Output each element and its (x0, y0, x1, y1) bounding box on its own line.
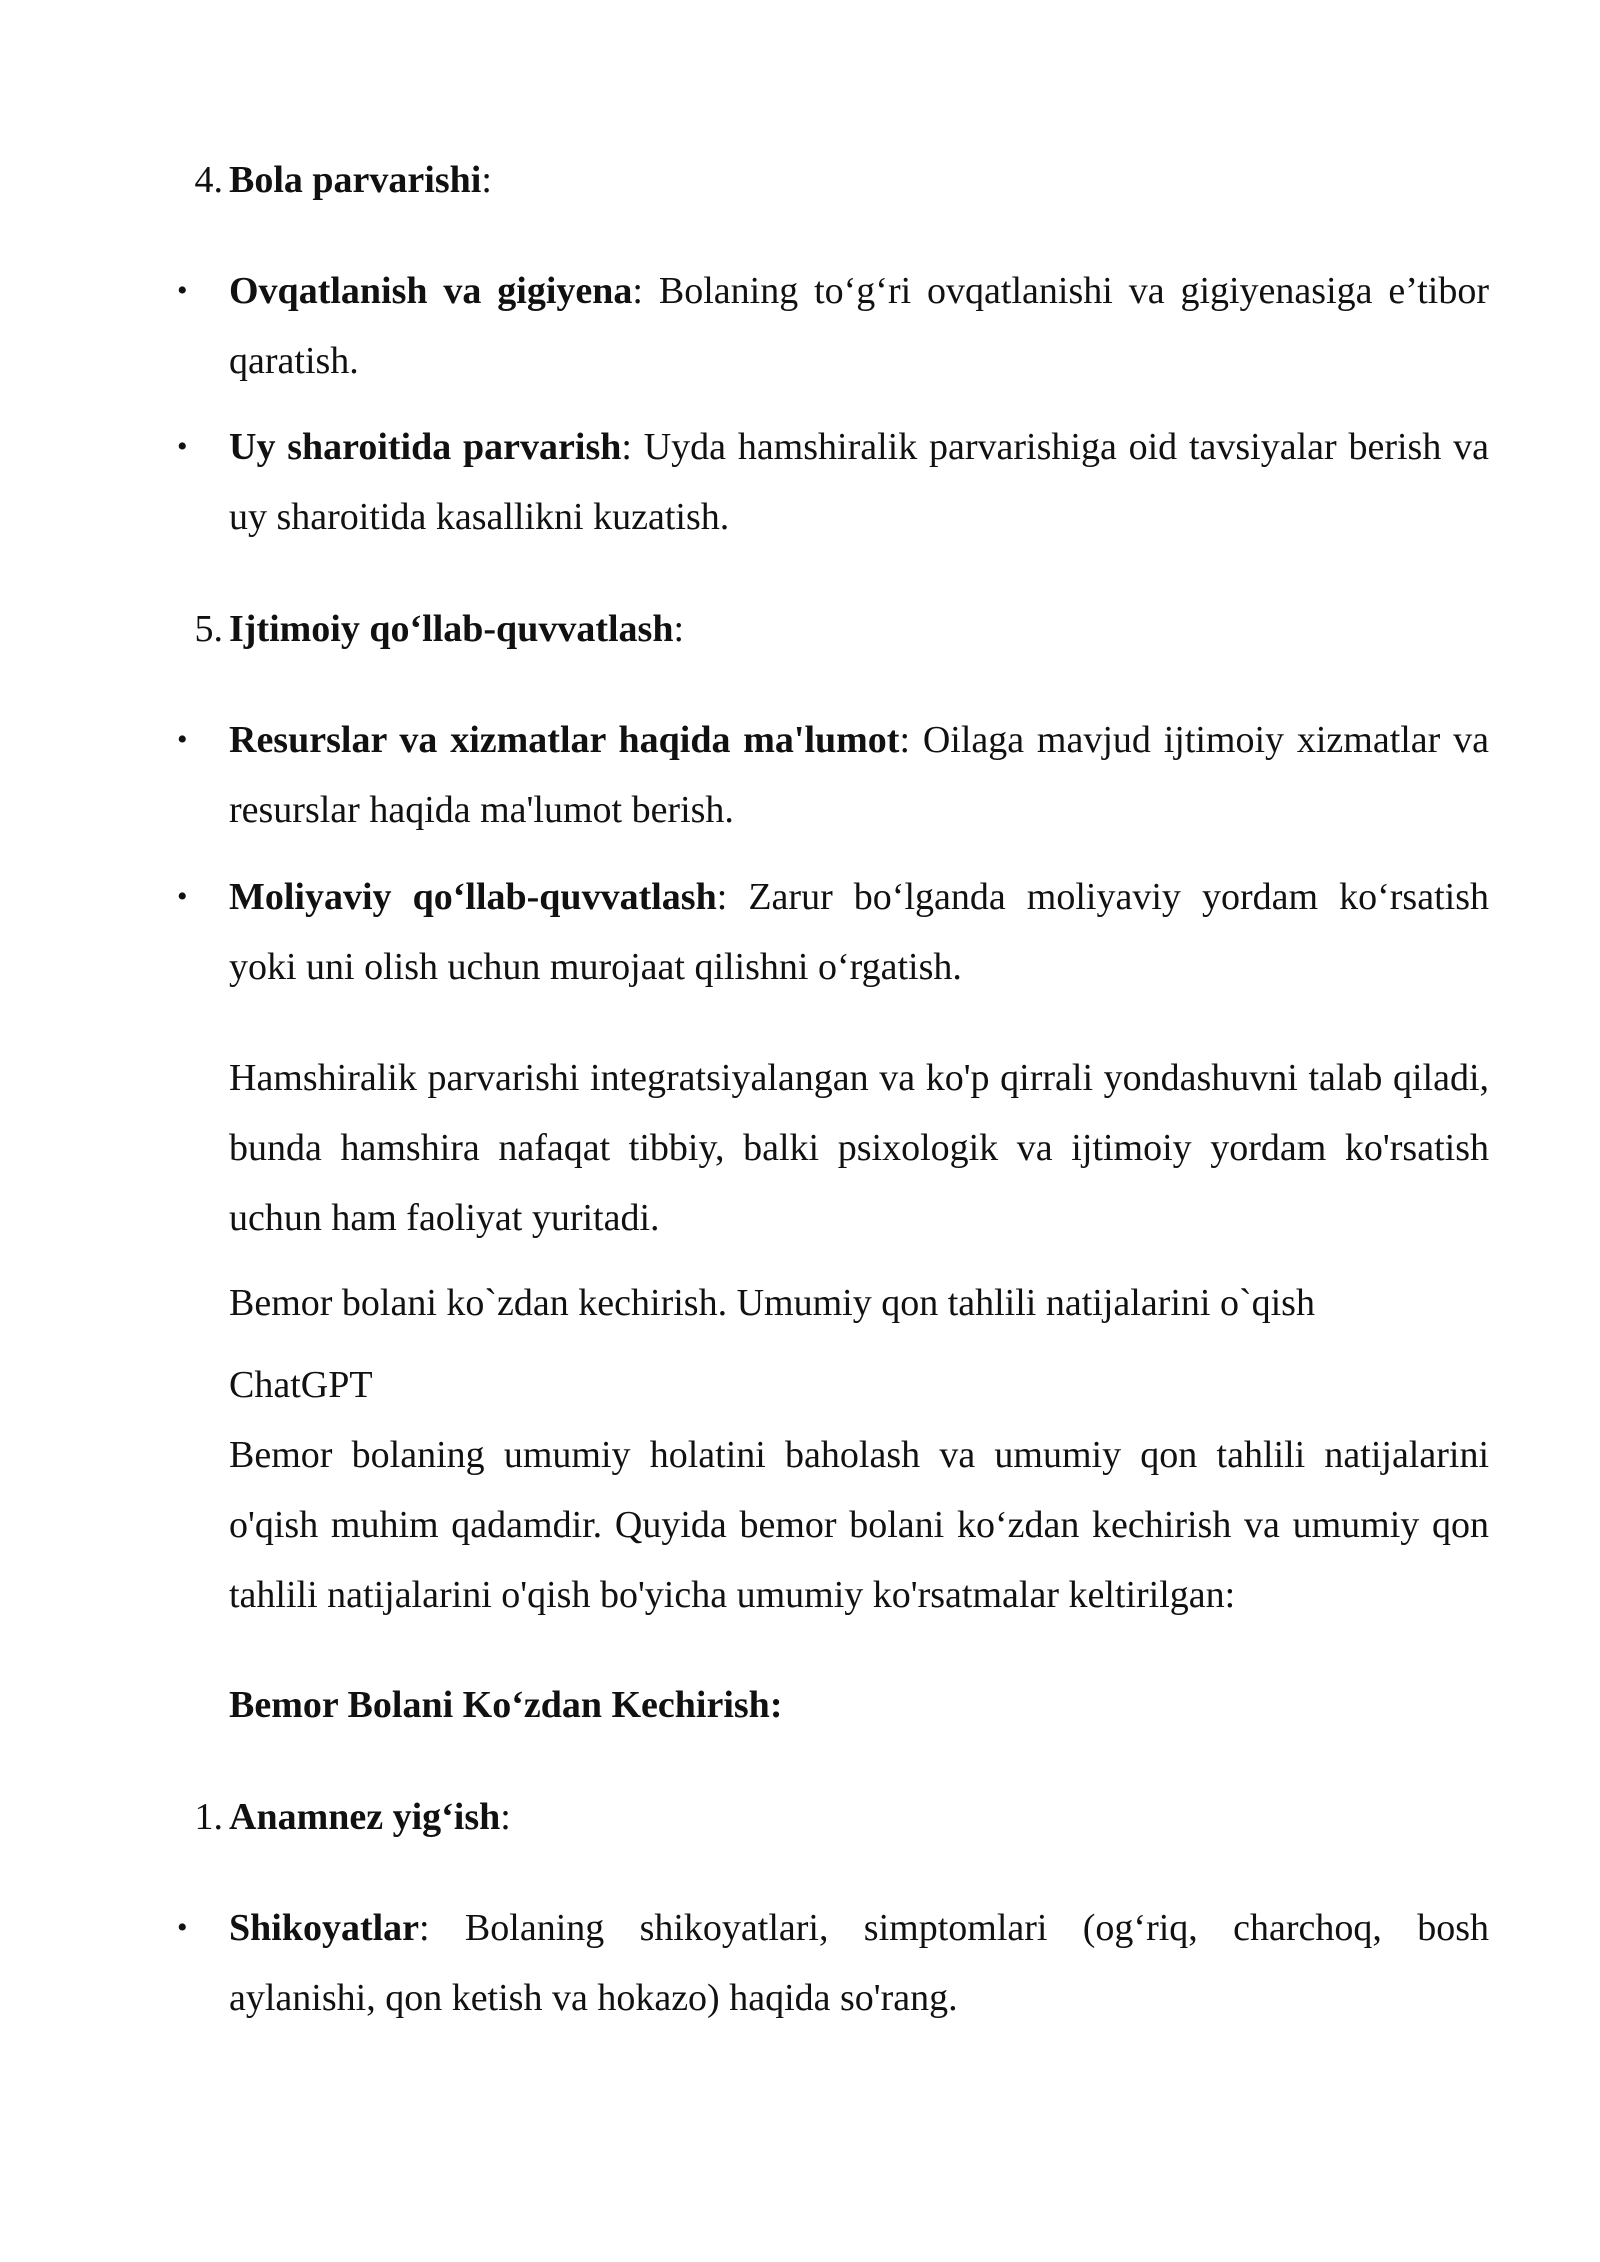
bullet-icon: • (177, 880, 188, 913)
section-4-number: 4. (194, 159, 223, 201)
section-1-colon: : (500, 1796, 511, 1838)
section-1-number: 1. (194, 1796, 223, 1838)
bullet-icon: • (177, 723, 188, 756)
section-5-colon: : (673, 608, 685, 650)
list-item-term: Resurslar va xizmatlar haqida ma'lumot (229, 719, 900, 761)
bullet-icon: • (177, 274, 188, 307)
section-5-heading (194, 594, 1489, 664)
prompt-paragraph: Bemor bolani ko`zdan kechirish. Umumiy qon tahlili natijalarini o`qish (229, 1282, 1315, 1324)
bullet-icon: • (177, 430, 188, 463)
list-item (177, 256, 1489, 396)
list-item-term: Uy sharoitida parvarish (229, 426, 622, 468)
list-item-term: Ovqatlanish va gigiyena (229, 270, 633, 312)
list-item-text: : Zarur bo‘lganda moliyaviy yordam ko‘rsatish yoki uni olish uchun murojaat qilishni o‘rgatish. (229, 876, 1489, 988)
summary-paragraph: Hamshiralik parvarishi integratsiyalangan va ko'p qirrali yondashuvni talab qiladi, bunda hamshira nafaqat tibbiy, balki psixologik va ijtimoiy yordam ko'rsatish uchun ham faoliyat yuritadi. (229, 1057, 1489, 1239)
list-item (177, 412, 1489, 552)
list-item (177, 705, 1489, 845)
section-4-title: Bola parvarishi (229, 159, 482, 201)
answer-paragraph: Bemor bolaning umumiy holatini baholash va umumiy qon tahlili natijalarini o'qish muhim qadamdir. Quyida bemor bolani ko‘zdan kechirish va umumiy qon tahlili natijalarini o'qish bo'yicha umumiy ko'rsatmalar keltirilgan: (229, 1434, 1489, 1616)
list-item-text: : Bolaning shikoyatlari, simptomlari (og‘riq, charchoq, bosh aylanishi, qon ketish va hokazo) haqida so'rang. (229, 1907, 1489, 2019)
list-item (177, 1893, 1489, 2033)
section-4-colon: : (481, 159, 492, 201)
section-1-title: Anamnez yig‘ish (229, 1796, 501, 1838)
section-5-title: Ijtimoiy qo‘llab-quvvatlash (229, 608, 674, 650)
list-item (177, 862, 1489, 1002)
section-1-heading (194, 1782, 1489, 1852)
section-4-heading (194, 145, 1489, 215)
list-item-text: : Oilaga mavjud ijtimoiy xizmatlar va resurslar haqida ma'lumot berish. (229, 719, 1489, 831)
bullet-icon: • (177, 1911, 188, 1944)
list-item-term: Shikoyatlar (229, 1907, 420, 1949)
list-item-text: : Uyda hamshiralik parvarishiga oid tavsiyalar berish va uy sharoitida kasallikni kuzatish. (229, 426, 1489, 538)
list-item-term: Moliyaviy qo‘llab-quvvatlash (229, 876, 717, 918)
list-item-text: : Bolaning to‘g‘ri ovqatlanishi va gigiyenasiga e’tibor qaratish. (229, 270, 1489, 382)
examination-heading-text: Bemor Bolani Ko‘zdan Kechirish: (229, 1684, 783, 1726)
examination-heading (229, 1670, 1489, 1740)
section-5-number: 5. (194, 608, 223, 650)
speaker-label: ChatGPT (229, 1364, 373, 1406)
